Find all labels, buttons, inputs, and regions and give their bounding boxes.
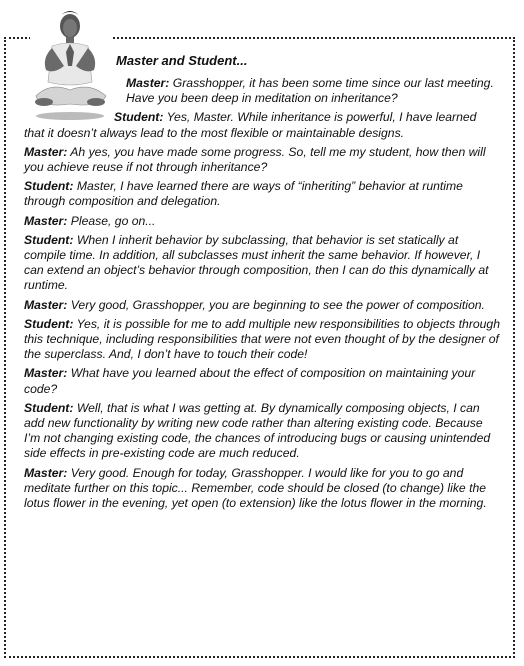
speaker-label: Master:	[24, 297, 68, 312]
dialogue-line-master	[24, 76, 500, 106]
dialogue-text: When I inherit behavior by subclassing, that behavior is set statically at compile time. In addition, all subclasses must inherit the same behavior. If however, I can extend an object’s behavior through composition, then I can do this dynamically at runtime.	[24, 232, 489, 293]
dialogue-line-master	[24, 145, 500, 175]
dialogue-line-student	[24, 110, 500, 140]
speaker-label: Student:	[24, 179, 74, 194]
dialogue-line-master	[24, 298, 500, 313]
dialogue-line-student	[24, 317, 500, 363]
dialogue-text: Master, I have learned there are ways of “inheriting” behavior at runtime through composition and delegation.	[24, 179, 463, 209]
dialogue-text: Yes, it is possible for me to add multiple new responsibilities to objects through this technique, including responsibilities that were not even thought of by the designer of the superclass. And, I don’t have to touch their code!	[24, 316, 500, 362]
dialogue-line-student	[24, 179, 500, 209]
speaker-label: Master:	[24, 465, 68, 480]
speaker-label: Student:	[114, 110, 164, 125]
dialogue-text: What have you learned about the effect of composition on maintaining your code?	[24, 366, 476, 396]
speaker-label: Student:	[24, 232, 74, 247]
dialogue-text: Ah yes, you have made some progress. So, tell me my student, how then will you achieve reuse if not through inheritance?	[24, 144, 486, 175]
dialogue-line-student	[24, 233, 500, 294]
dialogue-line-master	[24, 214, 500, 229]
dialogue-text: Very good, Grasshopper, you are beginning to see the power of composition.	[70, 297, 485, 312]
dialogue-line-student	[24, 401, 500, 462]
dialogue-line-master	[24, 466, 500, 512]
dialogue-text: Grasshopper, it has been some time since our last meeting. Have you been deep in meditation on inheritance?	[126, 76, 494, 106]
speaker-label: Master:	[126, 76, 170, 90]
dialogue-text: Please, go on...	[70, 213, 156, 228]
speaker-label: Student:	[24, 400, 74, 415]
dialogue-text: Very good. Enough for today, Grasshopper. I would like for you to go and meditate further on this topic... Remember, code should be closed (to change) like the lotus flower in the evening, yet open (to extension) like the lotus flower in the morning.	[24, 465, 487, 511]
dialogue-text: Yes, Master. While inheritance is powerful, I have learned that it doesn’t always lead to the most flexible or maintainable designs.	[24, 110, 477, 140]
dialogue-text: Well, that is what I was getting at. By dynamically composing objects, I can add new functionality by writing new code rather than altering existing code. Because I’m not changing existing code, the chances of introducing bugs or causing unintended side effects in pre-existing code are much reduced.	[24, 400, 491, 461]
page-title: Master and Student...	[116, 53, 248, 68]
speaker-label: Student:	[24, 316, 74, 331]
dialogue	[24, 76, 500, 515]
dialogue-line-master	[24, 366, 500, 396]
speaker-label: Master:	[24, 144, 68, 159]
speaker-label: Master:	[24, 366, 68, 381]
speaker-label: Master:	[24, 213, 68, 228]
